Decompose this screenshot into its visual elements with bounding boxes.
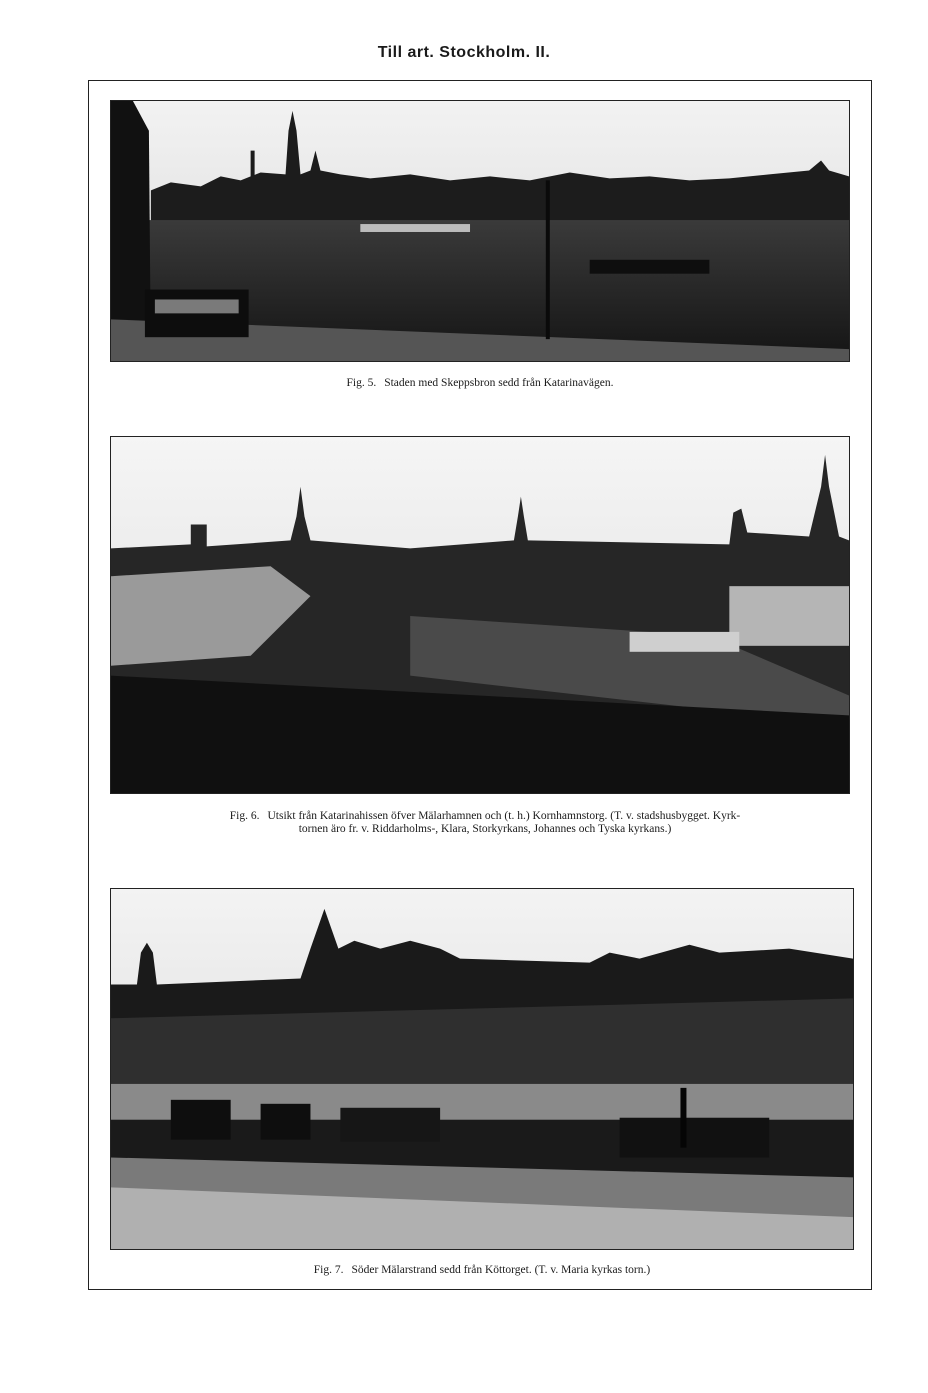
figure-7-caption-text: Söder Mälarstrand sedd från Köttorget. (T. v. Maria kyrkas torn.) <box>351 1264 651 1276</box>
figure-6-caption-line2: tornen äro fr. v. Riddarholms-, Klara, Storkyrkans, Johannes och Tyska kyrkans.) <box>298 823 672 835</box>
figure-7-caption <box>110 1264 854 1277</box>
figure-5-label: Fig. 5. <box>346 377 377 389</box>
figure-6-photo <box>110 436 850 794</box>
figure-5-caption-text: Staden med Skeppsbron sedd från Katarinavägen. <box>384 377 614 389</box>
figure-6-caption <box>100 810 870 836</box>
figure-6-caption-text-1: Utsikt från Katarinahissen öfver Mälarhamnen och (t. h.) Kornhamnstorg. (T. v. stadshusbygget. Kyrk- <box>267 810 741 822</box>
figure-5-caption <box>110 377 850 390</box>
figure-6-label: Fig. 6. <box>229 810 260 822</box>
figure-5-photo <box>110 100 850 362</box>
page-title: Till art. Stockholm. II. <box>377 44 551 61</box>
figure-6-caption-line1 <box>100 810 870 823</box>
figure-7-label: Fig. 7. <box>313 1264 344 1276</box>
figure-7-photo <box>110 888 854 1250</box>
